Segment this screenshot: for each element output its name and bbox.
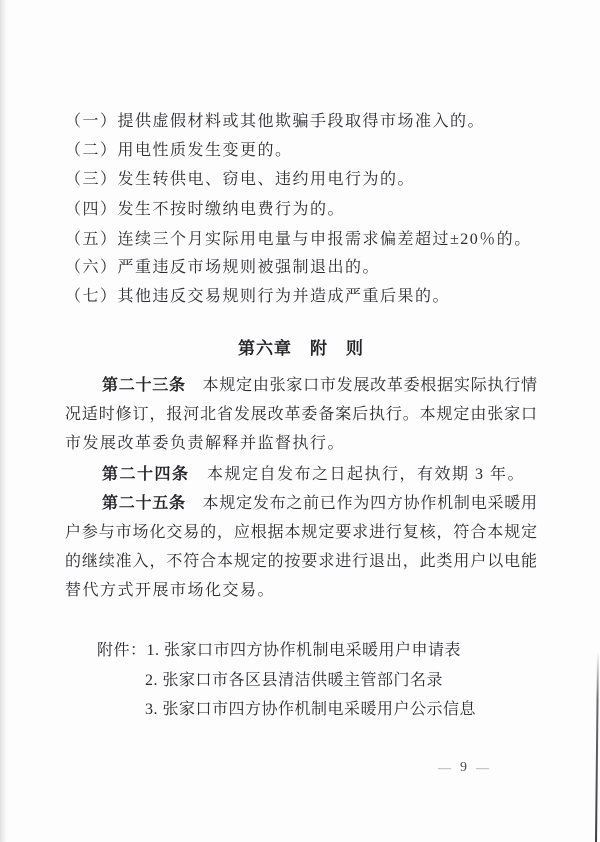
attachments-line-1 [65,641,537,661]
attachment-item-2: 2. 张家口市各区县清洁供暖主管部门名录 [145,672,444,689]
scan-right-edge-artifact [595,652,599,842]
article-24-label: 第二十四条 [102,466,190,483]
list-item-3: （三）发生转供电、窃电、违约用电行为的。 [65,171,416,188]
list-item-4: （四）发生不按时缴纳电费行为的。 [65,201,346,218]
chapter-heading: 第六章 附 则 [238,339,364,358]
article-25-line-3: 的继续准入，不符合本规定的按要求进行退出，此类用户以电能 [65,553,537,570]
list-item-5: （五）连续三个月实际用电量与申报需求偏差超过±20％的。 [65,231,532,248]
list-item-2: （二）用电性质发生变更的。 [65,142,293,159]
scan-left-edge-artifact [0,0,8,842]
list-item-6: （六）严重违反市场规则被强制退出的。 [65,259,381,276]
article-23-line-3: 市发展改革委负责解释并监督执行。 [65,435,346,452]
article-23-text-1: 本规定由张家口市发展改革委根据实际执行情 [185,377,537,394]
article-23-line-2: 况适时修订，报河北省发展改革委备案后执行。本规定由张家口 [65,406,537,423]
list-item-7: （七）其他违反交易规则行为并造成严重后果的。 [65,288,451,305]
article-23-label: 第二十三条 [102,377,186,394]
attachment-item-1: 1. 张家口市四方协作机制电采暖用户申请表 [146,642,462,659]
article-24-line-1 [65,465,537,485]
attachments-label: 附件： [97,642,147,659]
article-25-line-4: 替代方式开展市场化交易。 [65,582,276,599]
article-24-text-1: 本规定自发布之日起执行，有效期 3 年。 [189,466,526,483]
page-number-dash-left: — [438,760,451,775]
attachment-item-3: 3. 张家口市四方协作机制电采暖用户公示信息 [145,701,477,718]
page-number-dash-right: — [476,760,489,775]
article-23-line-1 [65,376,537,396]
page-number [438,760,489,776]
article-25-label: 第二十五条 [102,495,186,512]
article-25-line-2: 户参与市场化交易的，应根据本规定要求进行复核，符合本规定 [65,524,537,541]
article-25-line-1 [65,494,537,514]
list-item-1: （一）提供虚假材料或其他欺骗手段取得市场准入的。 [65,113,486,130]
page-number-value: 9 [460,760,467,775]
article-25-text-1: 本规定发布之前已作为四方协作机制电采暖用 [185,495,537,512]
